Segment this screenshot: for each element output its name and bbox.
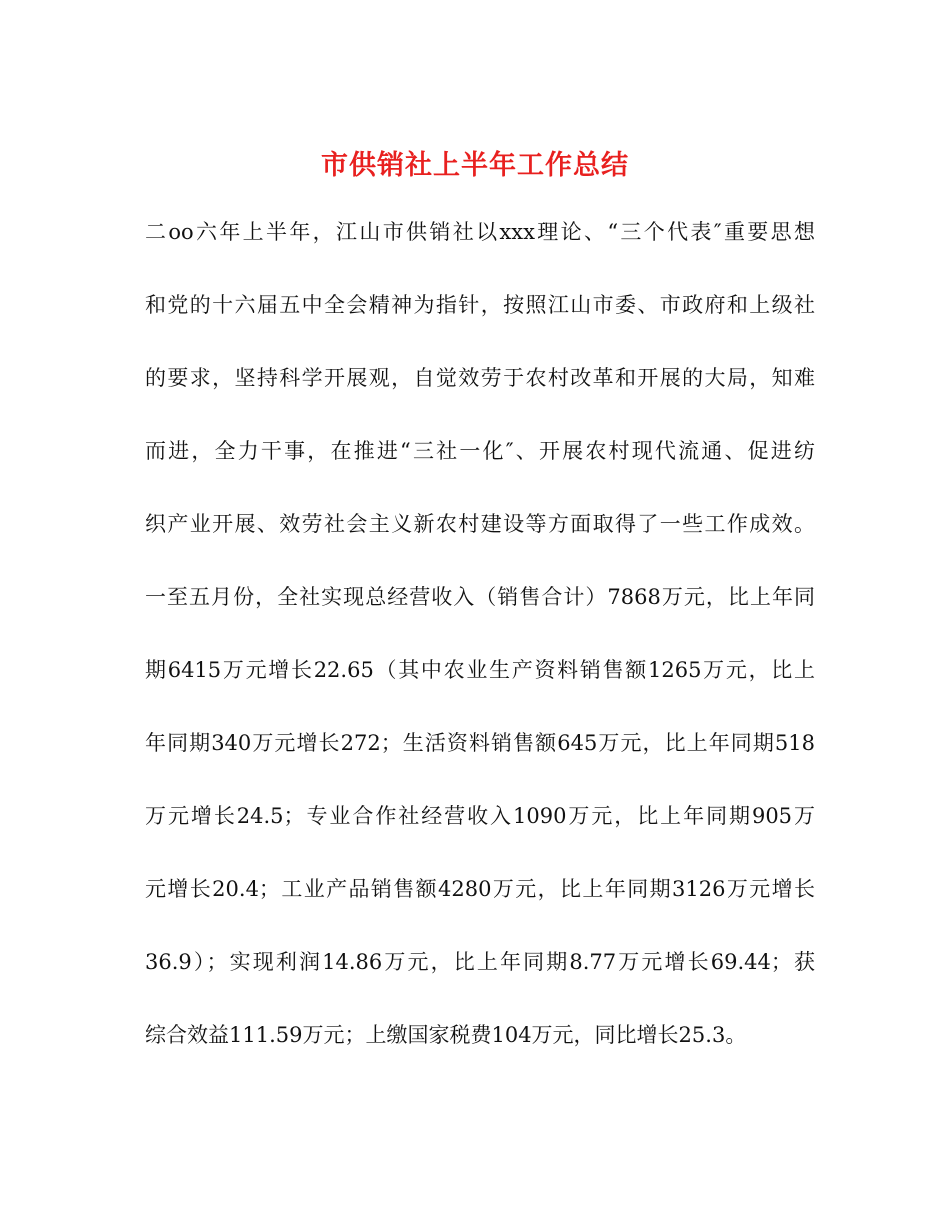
document-title: 市供销社上半年工作总结 [321,150,629,182]
body-line: 元增长20.4；工业产品销售额4280万元，比上年同期3126万元增长 [145,877,815,901]
body-line: 万元增长24.5；专业合作社经营收入1090万元，比上年同期905万 [145,804,815,828]
body-line: 36.9）；实现利润14.86万元，比上年同期8.77万元增长69.44；获 [145,950,815,974]
body-line: 而进，全力干事，在推进“三社一化″、开展农村现代流通、促进纺 [145,439,815,463]
body-line: 和党的十六届五中全会精神为指针，按照江山市委、市政府和上级社 [145,293,815,317]
body-line: 期6415万元增长22.65（其中农业生产资料销售额1265万元，比上 [145,658,815,682]
body-line: 的要求，坚持科学开展观，自觉效劳于农村改革和开展的大局，知难 [145,366,815,390]
document-body [145,212,815,1088]
body-line: 一至五月份，全社实现总经营收入（销售合计）7868万元，比上年同 [145,585,815,609]
body-line: 织产业开展、效劳社会主义新农村建设等方面取得了一些工作成效。 [145,512,815,536]
body-line: 年同期340万元增长272；生活资料销售额645万元，比上年同期518 [145,731,815,755]
body-line: 二oo六年上半年，江山市供销社以xxx理论、“三个代表″重要思想 [145,220,815,244]
body-line: 综合效益111.59万元；上缴国家税费104万元，同比增长25.3。 [145,1023,747,1047]
